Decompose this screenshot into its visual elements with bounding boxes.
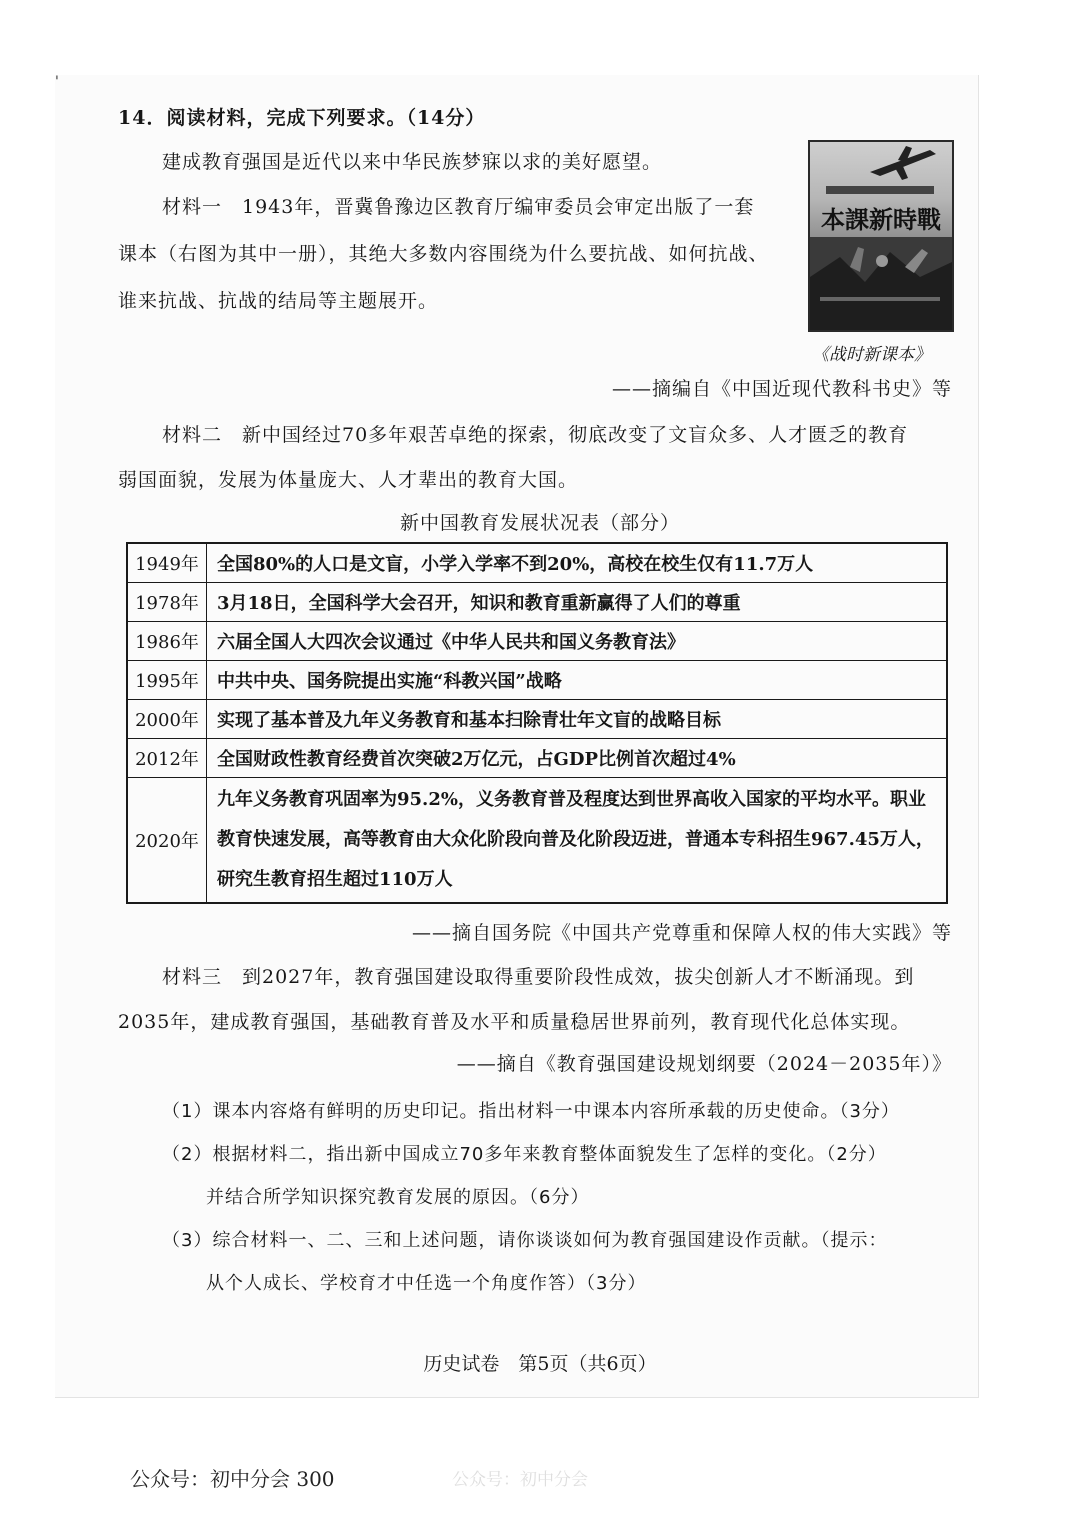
education-development-table bbox=[126, 542, 948, 904]
year-cell: 1949年 bbox=[127, 543, 207, 583]
material3-line1: 材料三 到2027年，教育强国建设取得重要阶段性成效，拔尖创新人才不断涌现。到 bbox=[162, 966, 915, 988]
year-cell: 2000年 bbox=[127, 700, 207, 739]
sub-question-2-line1: （2）根据材料二，指出新中国成立70多年来教育整体面貌发生了怎样的变化。（2分） bbox=[162, 1144, 887, 1165]
table-row bbox=[127, 739, 947, 778]
image-caption: 《战时新课本》 bbox=[812, 345, 931, 365]
material3-source: ——摘自《教育强国建设规划纲要（2024－2035年）》 bbox=[456, 1053, 952, 1075]
table-row bbox=[127, 622, 947, 661]
material1-line3: 谁来抗战、抗战的结局等主题展开。 bbox=[118, 290, 439, 312]
event-cell: 中共中央、国务院提出实施“科教兴国”战略 bbox=[207, 661, 948, 700]
table-row bbox=[127, 583, 947, 622]
event-cell: 六届全国人大四次会议通过《中华人民共和国义务教育法》 bbox=[207, 622, 948, 661]
battle-scene-illustration bbox=[810, 237, 952, 330]
year-cell: 1978年 bbox=[127, 583, 207, 622]
material1-line1: 材料一 1943年，晋冀鲁豫边区教育厅编审委员会审定出版了一套 bbox=[162, 196, 755, 218]
table-title: 新中国教育发展状况表（部分） bbox=[399, 512, 680, 534]
material2-source: ——摘自国务院《中国共产党尊重和保障人权的伟大实践》等 bbox=[411, 922, 952, 944]
question-intro: 建成教育强国是近代以来中华民族梦寐以求的美好愿望。 bbox=[162, 151, 663, 173]
table-row bbox=[127, 661, 947, 700]
cover-title: 本課新時戰 bbox=[821, 205, 941, 234]
event-cell: 全国80%的人口是文盲，小学入学率不到20%，高校在校生仅有11.7万人 bbox=[207, 543, 948, 583]
event-cell: 3月18日，全国科学大会召开，知识和教育重新赢得了人们的尊重 bbox=[207, 583, 948, 622]
material3-line2: 2035年，建成教育强国，基础教育普及水平和质量稳居世界前列，教育现代化总体实现。 bbox=[118, 1011, 911, 1033]
side-mark: ' bbox=[55, 74, 59, 90]
airplane-icon bbox=[810, 142, 952, 192]
material2-line1: 材料二 新中国经过70多年艰苦卓绝的探索，彻底改变了文盲众多、人才匮乏的教育 bbox=[162, 424, 909, 446]
year-cell: 1986年 bbox=[127, 622, 207, 661]
sub-question-3-line2: 从个人成长、学校育才中任选一个角度作答）（3分） bbox=[206, 1273, 647, 1294]
material1-line2: 课本（右图为其中一册），其绝大多数内容围绕为什么要抗战、如何抗战、 bbox=[118, 243, 769, 265]
year-cell: 2012年 bbox=[127, 739, 207, 778]
material2-line2: 弱国面貌，发展为体量庞大、人才辈出的教育大国。 bbox=[118, 469, 579, 491]
cover-banner bbox=[826, 186, 934, 194]
year-cell: 1995年 bbox=[127, 661, 207, 700]
table-row bbox=[127, 778, 947, 904]
textbook-cover-image bbox=[808, 140, 954, 332]
event-cell: 全国财政性教育经费首次突破2万亿元，占GDP比例首次超过4% bbox=[207, 739, 948, 778]
sub-question-3-line1: （3）综合材料一、二、三和上述问题，请你谈谈如何为教育强国建设作贡献。（提示： bbox=[162, 1230, 888, 1251]
watermark-faint: 公众号：初中分会 bbox=[452, 1470, 588, 1490]
sub-question-1: （1）课本内容烙有鲜明的历史印记。指出材料一中课本内容所承载的历史使命。（3分） bbox=[162, 1101, 900, 1122]
material1-source: ——摘编自《中国近现代教科书史》等 bbox=[611, 378, 952, 400]
table-row bbox=[127, 543, 947, 583]
table-row bbox=[127, 700, 947, 739]
event-cell: 九年义务教育巩固率为95.2%，义务教育普及程度达到世界高收入国家的平均水平。职业教育快速发展，高等教育由大众化阶段向普及化阶段迈进，普通本专科招生967.45万人，研究生教育招生超过110万人 bbox=[207, 778, 948, 904]
watermark-primary: 公众号：初中分会 300 bbox=[130, 1467, 335, 1491]
year-cell: 2020年 bbox=[127, 778, 207, 904]
event-cell: 实现了基本普及九年义务教育和基本扫除青壮年文盲的战略目标 bbox=[207, 700, 948, 739]
question-header: 14．阅读材料，完成下列要求。（14分） bbox=[118, 107, 486, 129]
page-footer: 历史试卷 第5页（共6页） bbox=[423, 1353, 657, 1375]
sub-question-2-line2: 并结合所学知识探究教育发展的原因。（6分） bbox=[206, 1187, 590, 1208]
